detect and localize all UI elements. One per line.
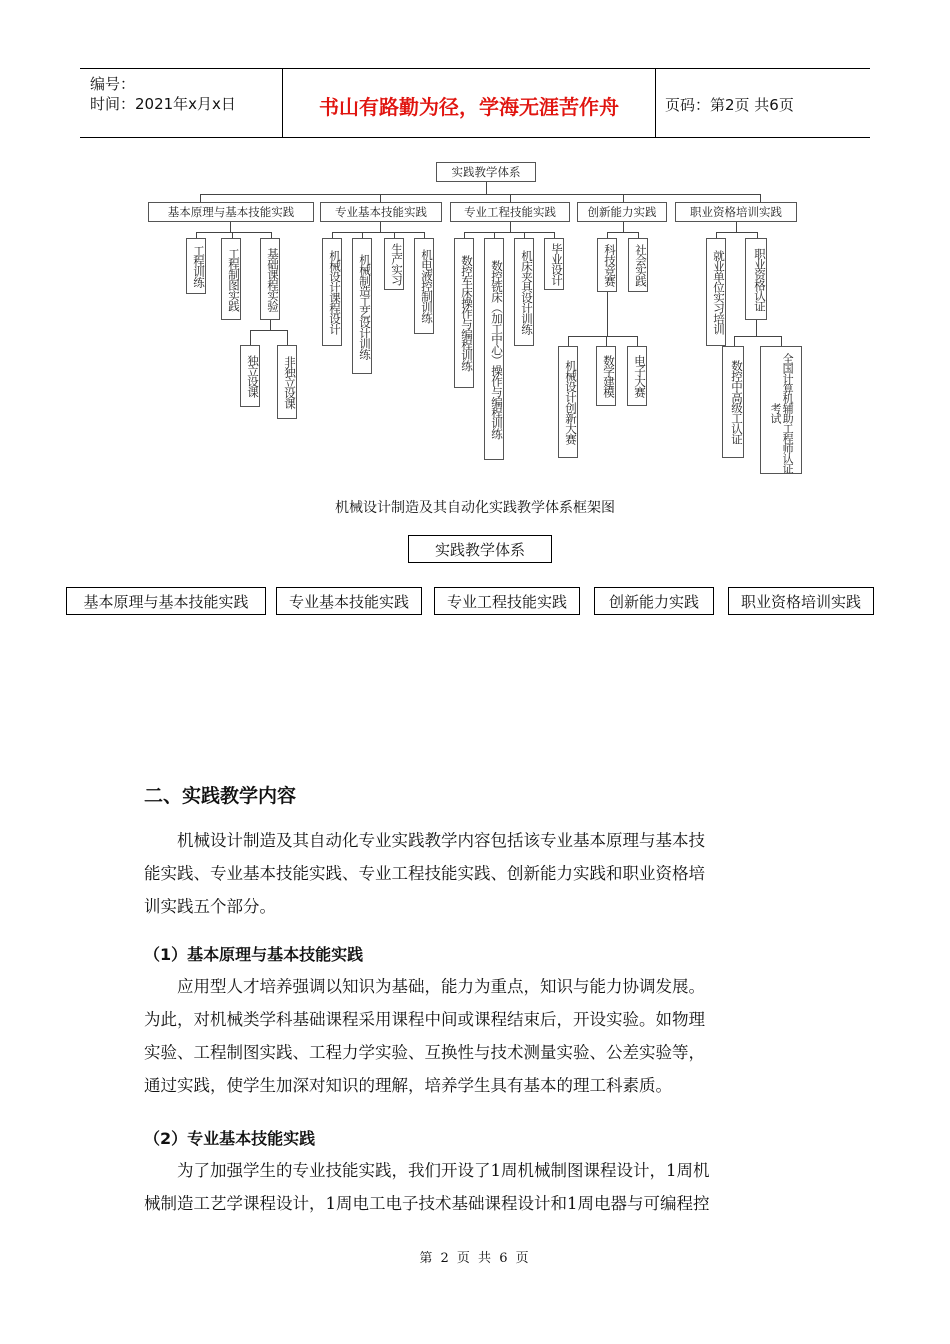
outline-category: 职业资格培训实践 <box>728 587 874 615</box>
figure-caption: 机械设计制造及其自动化实践教学体系框架图 <box>335 500 615 516</box>
text-line: 应用型人才培养强调以知识为基础，能力为重点，知识与能力协调发展。 <box>177 977 705 996</box>
paragraph-2 <box>144 1154 808 1220</box>
diagram-item: 数控铣床（加工中心）操作与编程训练 <box>484 238 504 460</box>
paragraph-1 <box>144 970 808 1102</box>
practice-system-diagram <box>140 152 820 482</box>
diagram-item: 生产实习 <box>384 238 404 290</box>
outline-category: 基本原理与基本技能实践 <box>66 587 266 615</box>
diagram-item: 机械设计课程设计 <box>322 238 342 346</box>
text-line: 机械设计制造及其自动化专业实践教学内容包括该专业基本原理与基本技 <box>177 831 705 850</box>
text-line: 训实践五个部分。 <box>144 897 276 916</box>
diagram-subitem: 数学建模 <box>596 346 616 406</box>
page-footer: 第 2 页 共 6 页 <box>419 1251 531 1266</box>
diagram-item: 数控车床操作与编程训练 <box>454 238 474 388</box>
diagram-category: 专业基本技能实践 <box>320 202 442 222</box>
header-left-cell <box>80 69 282 137</box>
diagram-root: 实践教学体系 <box>436 162 536 182</box>
text-line: 为了加强学生的专业技能实践，我们开设了1周机械制图课程设计，1周机 <box>177 1161 710 1180</box>
diagram-item: 工程制图实践 <box>221 238 241 320</box>
diagram-item: 机床夹具设计训练 <box>514 238 534 346</box>
page-code: 页码：第2页 共6页 <box>665 96 794 114</box>
diagram-subitem-text: 全国计算机辅助工程师认证考试 <box>769 353 795 473</box>
number-label: 编号： <box>90 75 136 93</box>
diagram-item: 机电液控制训练 <box>414 238 434 334</box>
diagram-item: 工程训练 <box>186 238 206 294</box>
text-line: 能实践、专业基本技能实践、专业工程技能实践、创新能力实践和职业资格培 <box>144 864 705 883</box>
diagram-item: 毕业设计 <box>544 238 564 290</box>
time-label: 时间：2021年x月x日 <box>90 95 236 113</box>
diagram-item: 科技竞赛 <box>597 238 617 292</box>
diagram-subitem: 非独立设课 <box>277 345 297 419</box>
diagram-subitem: 机械设计创新大赛 <box>558 346 578 458</box>
diagram-subitem-double <box>760 346 802 474</box>
diagram-category: 职业资格培训实践 <box>675 202 797 222</box>
text-line: 械制造工艺学课程设计，1周电工电子技术基础课程设计和1周电器与可编程控 <box>144 1194 710 1213</box>
text-line: 为此，对机械类学科基础课程采用课程中间或课程结束后，开设实验。如物理 <box>144 1010 705 1029</box>
text-line: 实验、工程制图实践、工程力学实验、互换性与技术测量实验、公差实验等， <box>144 1043 705 1062</box>
header-motto-cell <box>282 69 656 137</box>
diagram-subitem: 独立设课 <box>240 345 260 407</box>
page-header <box>80 68 870 138</box>
outline-category: 创新能力实践 <box>594 587 714 615</box>
outline-category: 专业基本技能实践 <box>276 587 422 615</box>
diagram-item: 机械制造工艺设计训练 <box>352 238 372 374</box>
subheading-2: （2）专业基本技能实践 <box>144 1129 316 1148</box>
text-line: 通过实践，使学生加深对知识的理解，培养学生具有基本的理工科素质。 <box>144 1076 672 1095</box>
subheading-1: （1）基本原理与基本技能实践 <box>144 945 364 964</box>
intro-paragraph <box>144 824 808 923</box>
outline-root: 实践教学体系 <box>408 535 552 563</box>
diagram-subitem: 数控中高级工认证 <box>722 346 744 458</box>
diagram-category: 专业工程技能实践 <box>450 202 570 222</box>
diagram-item: 基础课程实验 <box>260 238 280 320</box>
section-heading: 二、实践教学内容 <box>144 785 297 807</box>
header-right-cell <box>655 69 870 137</box>
diagram-category: 创新能力实践 <box>577 202 667 222</box>
diagram-item: 就业单位实习培训 <box>706 238 726 346</box>
diagram-item: 社会实践 <box>628 238 648 292</box>
diagram-category: 基本原理与基本技能实践 <box>148 202 314 222</box>
outline-category: 专业工程技能实践 <box>434 587 580 615</box>
diagram-subitem: 电子大赛 <box>627 346 647 406</box>
motto: 书山有路勤为径，学海无涯苦作舟 <box>319 95 619 119</box>
diagram-item: 职业资格认证 <box>745 238 767 320</box>
